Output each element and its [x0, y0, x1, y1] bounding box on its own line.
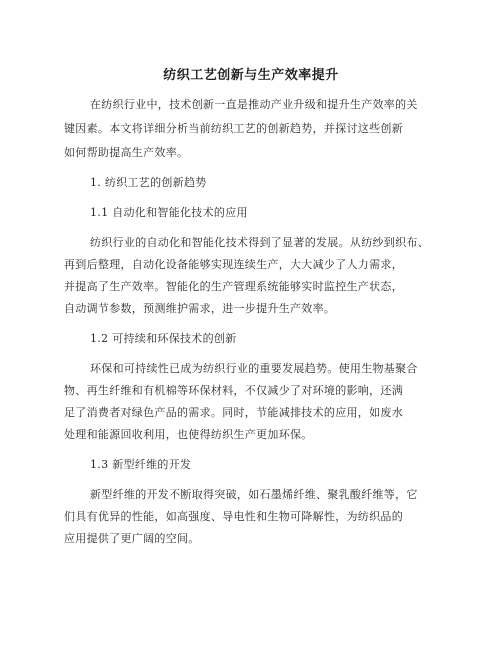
subsection-heading: 1.1 自动化和智能化技术的应用	[90, 206, 248, 219]
paragraph-line: 并提高了生产效率。智能化的生产管理系统能够实时监控生产状态，	[64, 280, 403, 293]
document-title: 纺织工艺创新与生产效率提升	[163, 68, 339, 83]
paragraph-line: 们具有优异的性能，如高强度、导电性和生物可降解性，为纺织品的	[64, 510, 403, 523]
subsection-heading: 1.3 新型纤维的开发	[90, 458, 192, 471]
paragraph-line: 物、再生纤维和有机棉等环保材料，不仅减少了对环境的影响，还满	[64, 384, 403, 397]
paragraph-line: 环保和可持续性已成为纺织行业的重要发展趋势。使用生物基聚合	[90, 362, 418, 375]
paragraph-line: 处理和能源回收利用，也使得纺织生产更加环保。	[64, 428, 313, 441]
paragraph-line: 应用提供了更广阔的空间。	[64, 532, 200, 545]
paragraph-line: 自动调节参数，预测维护需求，进一步提升生产效率。	[64, 302, 336, 315]
intro-line: 在纺织行业中，技术创新一直是推动产业升级和提升生产效率的关	[90, 98, 418, 111]
paragraph-line: 新型纤维的开发不断取得突破，如石墨烯纤维、聚乳酸纤维等，它	[90, 488, 418, 501]
paragraph-line: 足了消费者对绿色产品的需求。同时，节能减排技术的应用，如废水	[64, 406, 403, 419]
paragraph-line: 再到后整理，自动化设备能够实现连续生产，大大减少了人力需求，	[64, 258, 403, 271]
section-heading: 1. 纺织工艺的创新趋势	[90, 176, 207, 189]
intro-line: 键因素。本文将详细分析当前纺织工艺的创新趋势，并探讨这些创新	[64, 122, 403, 135]
paragraph-line: 纺织行业的自动化和智能化技术得到了显著的发展。从纺纱到织布、	[90, 236, 429, 249]
subsection-heading: 1.2 可持续和环保技术的创新	[90, 332, 237, 345]
intro-line: 如何帮助提高生产效率。	[64, 146, 189, 159]
